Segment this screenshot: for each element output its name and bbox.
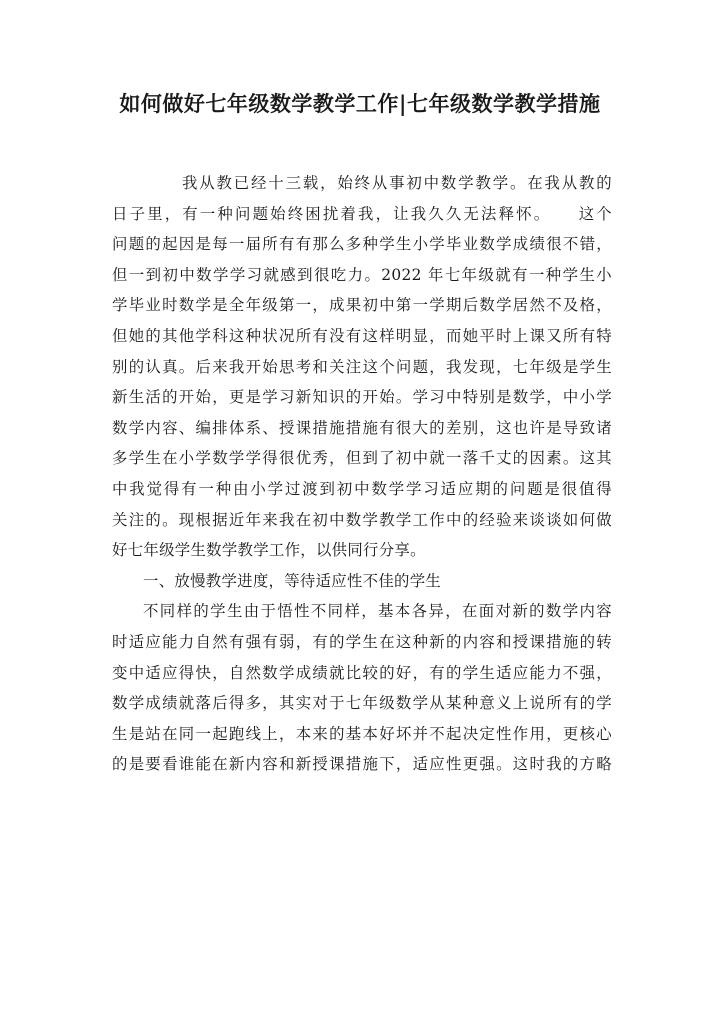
paragraph-line: 时适应能力自然有强有弱，有的学生在这种新的内容和授课措施的转 [112,632,612,651]
paragraph-line: 我从教已经十三载，始终从事初中数学教学。在我从教的 [182,174,612,192]
paragraph-line: 日子里，有一种问题始终困扰着我，让我久久无法释怀。 这个 [112,204,612,223]
paragraph-line: 的是要看谁能在新内容和新授课措施下，适应性更强。这时我的方略 [112,755,612,774]
section-heading: 一、放慢教学进度，等待适应性不佳的学生 [143,571,442,590]
paragraph-line: 别的认真。后来我开始思考和关注这个问题，我发现，七年级是学生 [112,357,612,376]
paragraph-line: 但一到初中数学学习就感到很吃力。2022 年七年级就有一种学生小 [112,265,612,284]
paragraph-line: 生是站在同一起跑线上，本来的基本好坏并不起决定性作用，更核心 [112,724,612,743]
paragraph-line: 好七年级学生数学教学工作，以供同行分享。 [112,541,426,560]
paragraph-line: 中我觉得有一种由小学过渡到初中数学学习适应期的问题是很值得 [112,479,612,498]
paragraph-line: 变中适应得快，自然数学成绩就比较的好，有的学生适应能力不强， [112,663,612,682]
paragraph-line: 多学生在小学数学学得很优秀，但到了初中就一落千丈的因素。这其 [112,449,612,468]
paragraph-line: 问题的起因是每一届所有有那么多种学生小学毕业数学成绩很不错， [112,235,612,254]
paragraph-line: 新生活的开始，更是学习新知识的开始。学习中特别是数学，中小学 [112,388,612,407]
paragraph-line: 关注的。现根据近年来我在初中数学教学工作中的经验来谈谈如何做 [112,510,612,529]
paragraph-line: 学毕业时数学是全年级第一，成果初中第一学期后数学居然不及格， [112,296,612,315]
paragraph-line: 但她的其他学科这种状况所有没有这样明显，而她平时上课又所有特 [112,326,612,345]
document-title: 如何做好七年级数学教学工作|七年级数学教学措施 [119,91,601,116]
paragraph-line: 数学内容、编排体系、授课措施措施有很大的差别，这也许是导致诸 [112,418,612,437]
paragraph-line: 数学成绩就落后得多，其实对于七年级数学从某种意义上说所有的学 [112,694,612,713]
document-body [112,168,612,780]
paragraph-line: 不同样的学生由于悟性不同样，基本各异，在面对新的数学内容 [143,602,612,621]
